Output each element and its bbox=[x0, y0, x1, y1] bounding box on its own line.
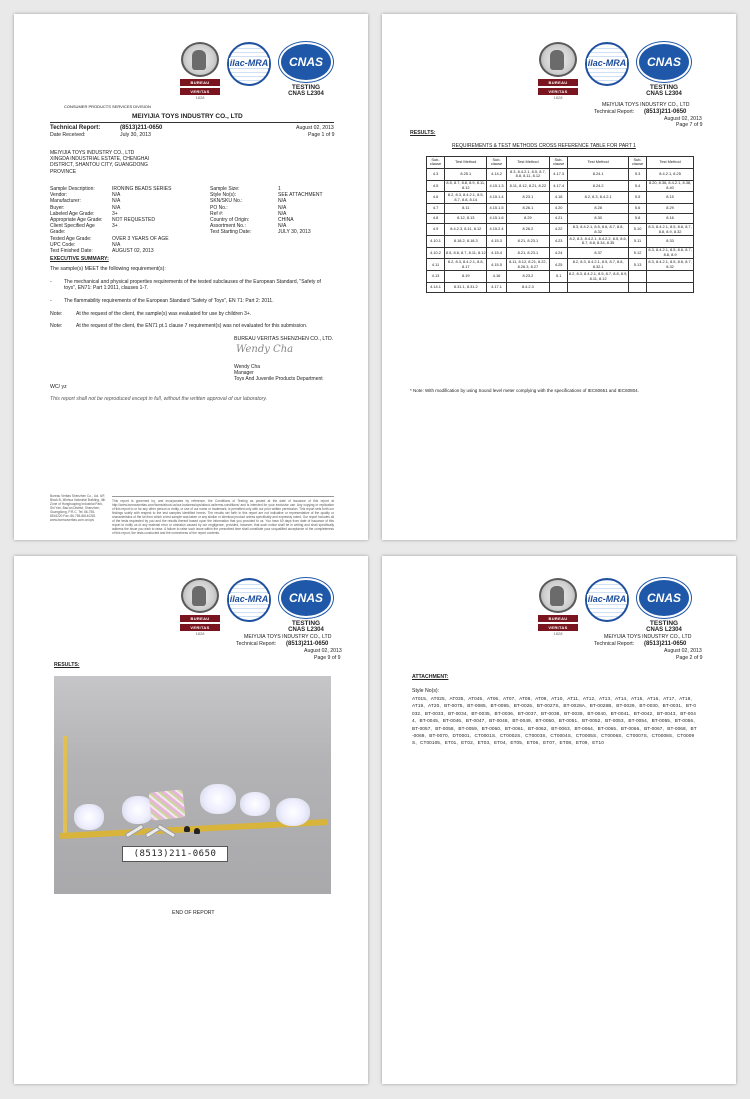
note-label: Note: bbox=[50, 311, 63, 317]
table-cell: 8.3, 8.4.2.1, 8.5, 8.6, 8.7, 8.32 bbox=[648, 259, 692, 269]
report-date: August 02, 2013 bbox=[296, 125, 334, 131]
tech-report-number: (8513)211-0650 bbox=[644, 641, 687, 647]
table-cell: 8.12, 8.13 bbox=[445, 214, 487, 224]
table-cell: 4.17.4 bbox=[550, 180, 568, 192]
table-row bbox=[427, 283, 694, 293]
bead-pile bbox=[200, 784, 236, 814]
table-cell: 4.15.1.3 bbox=[487, 180, 506, 192]
table-cell: 8.24.2 bbox=[568, 180, 629, 192]
table-cell: 4.14.1 bbox=[427, 283, 445, 293]
bead-pile bbox=[74, 804, 104, 830]
tech-report-label: Technical Report: bbox=[50, 125, 101, 131]
style-number-list: AT015、AT025、AT035、AT045、AT06、AT07、AT08、AT09、AT10、AT11、AT12、AT13、AT14、AT15、AT16、AT17、AT18、AT19、AT20、BT-0075、BT-0085、BT-0095、BT-0026、BT-0027S、BT-0028A、BT-0028B、BT-0029、BT-0030、BT-0031、BT-0032、BT-0033、BT-0034、BT-0035、BT-0036、BT-0037、BT-0038、BT-0039、BT-0040、BT-0041、BT-0042、BT-0043、BT-0044、BT-0045、BT-0046、BT-0047、BT-0048、BT-0049、BT-0050、BT-0051、BT-0052、BT-0053、BT-0054、BT-0055、BT-0056、BT-0057、BT-0058、BT-0059、BT-0060、BT-0061、BT-0062、BT-0063、BT-0064、BT-0065、BT-0066、BT-0067、BT-0068、BT-0069、BT-0070、DT0001、CT0001S、CT0002S、CT0003S、CT0004S、CT0005S、CT0006S、CT0007S、CT0008S、CT0009S、CT00105、ET01、ET02、ET03、ET04、ET05、ET06、ET07、ET08、ET09、ET10 bbox=[412, 696, 698, 746]
report-date: August 02, 2013 bbox=[304, 648, 342, 654]
table-cell: 8.5, 8.7, 8.8, 8.9, 8.11, 8.12 bbox=[446, 180, 486, 190]
cnas-logo: CNAS TESTING CNAS L2304 bbox=[278, 42, 334, 97]
table-cell: 5.11 bbox=[629, 235, 647, 247]
table-cell: 4.8 bbox=[427, 214, 445, 224]
table-cell: 8.26.2 bbox=[506, 224, 549, 236]
executive-summary-heading: EXECUTIVE SUMMARY: bbox=[50, 256, 109, 262]
end-of-report: END OF REPORT bbox=[172, 910, 215, 916]
company-name: MEIYIJIA TOYS INDUSTRY CO., LTD bbox=[244, 634, 332, 640]
style-label: Style No(s): bbox=[412, 688, 440, 694]
table-cell: 4.15.5 bbox=[487, 259, 506, 271]
table-row bbox=[427, 168, 694, 180]
note-2: At the request of the client, the EN71 pt.1 clause 7 requirement(s) was not evaluated for this submission. bbox=[76, 323, 308, 329]
ilac-mra-logo: ilac-MRA bbox=[228, 42, 270, 100]
table-cell: 4.15.1.4 bbox=[487, 192, 506, 204]
company-name: MEIYIJIA TOYS INDUSTRY CO., LTD bbox=[604, 634, 692, 640]
table-row bbox=[427, 180, 694, 192]
tech-report-label: Technical Report: bbox=[594, 641, 635, 647]
signer-company: BUREAU VERITAS SHENZHEN CO., LTD. bbox=[234, 336, 334, 342]
table-cell: 4.21 bbox=[550, 214, 568, 224]
table-cell: 4.24 bbox=[550, 247, 568, 259]
page-number: Page 2 of 9 bbox=[676, 655, 703, 661]
table-cell: 8.23.1 bbox=[506, 192, 549, 204]
table-cell: 5.6 bbox=[629, 204, 647, 214]
bureau-veritas-logo: BUREAU VERITAS 1828 bbox=[180, 42, 220, 100]
table-cell: 5.1 bbox=[550, 271, 568, 283]
date-received-value: July 30, 2013 bbox=[120, 132, 151, 138]
cnas-logo: CNAS TESTING CNAS L2304 bbox=[278, 578, 334, 633]
table-header-row: Sub-clause Test Method Sub-clause Test Method Sub-clause Test Method Sub-clause Test Method bbox=[427, 157, 694, 169]
table-cell: 8.3, 8.4.2.1, 8.5, 8.6, 8.7, 8.8, 8.9 bbox=[648, 247, 692, 258]
bullet-dash: - bbox=[50, 298, 52, 304]
table-cell: 8.4.2.3, 8.11, 8.12 bbox=[445, 224, 487, 236]
company-name: MEIYIJIA TOYS INDUSTRY CO., LTD bbox=[602, 102, 690, 108]
table-cell: 4.11 bbox=[427, 259, 445, 271]
page-number: Page 1 of 9 bbox=[308, 132, 335, 138]
ilac-mra-logo: ilac-MRA bbox=[586, 578, 628, 636]
date-received-label: Date Received: bbox=[50, 132, 86, 138]
table-cell: 8.11, 8.12, 8.21, 8.22 bbox=[506, 180, 549, 192]
sample-label-tag: (8513)211-0650 bbox=[122, 846, 228, 862]
table-cell: 4.15.1.5 bbox=[487, 204, 506, 214]
table-cell: 5.5 bbox=[629, 192, 647, 204]
table-cell: 4.10.1 bbox=[427, 235, 445, 247]
table-cell: 8.31.1, 8.31.2 bbox=[445, 283, 487, 293]
bureau-veritas-logo: BUREAU VERITAS 1828 bbox=[180, 578, 220, 636]
table-cell bbox=[550, 283, 568, 293]
table-cell: 4.13 bbox=[427, 271, 445, 283]
sample-info-left: Sample Description: IRONING BEADS SERIES Vendor: N/A Manufacturer: N/A Buyer: N/A Labeled Age Grade: 3+ Appropriate Age Grade: NOT REQUESTED Client Specified Age 3+ Grade: Tested Age Grade: OVER 3 YEARS OF AGE UPC Code: N/A Test Finished Date: AUGUST 02, 2013 bbox=[50, 186, 172, 255]
results-heading: RESULTS: bbox=[410, 130, 436, 136]
table-cell: 4.25 bbox=[550, 259, 568, 271]
ilac-mra-logo: ilac-MRA bbox=[228, 578, 270, 636]
company-heading: MEIYIJIA TOYS INDUSTRY CO., LTD bbox=[132, 113, 243, 120]
table-cell: 4.15.3 bbox=[487, 235, 506, 247]
table-cell: 5.8 bbox=[629, 214, 647, 224]
results-heading: RESULTS: bbox=[54, 662, 80, 668]
table-cell: 5.3 bbox=[629, 168, 647, 180]
logo-row bbox=[538, 42, 692, 100]
table-row bbox=[427, 214, 694, 224]
logo-row bbox=[180, 578, 334, 636]
table-row bbox=[427, 204, 694, 214]
bead-pile bbox=[240, 792, 270, 816]
table-cell: 8.3, 8.4.2.1, 8.5, 8.6, 8.7, 8.8, 8.9, 8.32 bbox=[648, 223, 692, 234]
table-row bbox=[427, 271, 694, 283]
requirement-1: The mechanical and physical properties requirements of the tested subclauses of the European Standard, "Safety of toys", EN71: Part 1:2011, clauses 1-7. bbox=[64, 279, 321, 292]
table-row bbox=[427, 247, 694, 259]
table-cell: 5.13 bbox=[629, 259, 647, 271]
table-cell: 4.15.1.6 bbox=[487, 214, 506, 224]
table-row bbox=[427, 259, 694, 271]
ilac-mra-logo: ilac-MRA bbox=[586, 42, 628, 100]
table-cell: 4.18 bbox=[550, 192, 568, 204]
table-cell: 8.3, 8.4.2.1, 8.5, 8.6, 8.7, 8.8, 8.32 bbox=[568, 224, 629, 236]
table-cell: 8.2, 8.3, 8.4.2.1, 8.5, 8.7, 8.8, 8.14 bbox=[445, 192, 487, 204]
table-cell: 8.2, 8.3, 8.4.2.1, 8.5, 8.7, 8.8, 8.9, 8.11, 8.12 bbox=[568, 271, 628, 281]
table-cell: 8.24.1 bbox=[568, 168, 629, 180]
small-part bbox=[194, 828, 200, 834]
small-part bbox=[184, 826, 190, 832]
table-cell: 8.18.2, 8.18.3 bbox=[445, 235, 487, 247]
table-cell: 8.15 bbox=[647, 192, 694, 204]
cnas-logo: CNAS TESTING CNAS L2304 bbox=[636, 578, 692, 633]
tech-report-number: (8513)211-0650 bbox=[644, 109, 687, 115]
table-cell: 8.5, 8.6, 8.7, 8.11, 8.12 bbox=[445, 247, 487, 259]
table-cell: 4.16 bbox=[487, 271, 506, 283]
table-cell: 8.29 bbox=[506, 214, 549, 224]
table-cell: 4.20 bbox=[550, 204, 568, 214]
page-number: Page 9 of 9 bbox=[314, 655, 341, 661]
table-row bbox=[427, 192, 694, 204]
table-cell bbox=[629, 271, 647, 283]
table-cell: 8.28 bbox=[568, 204, 629, 214]
table-cell bbox=[568, 283, 629, 293]
initials: WC/ yz bbox=[50, 384, 67, 390]
table-note: * Note: With modification by using Sound level meter complying with the specifications of IEC60651 and IEC60804. bbox=[410, 388, 639, 393]
table-cell: 4.7 bbox=[427, 204, 445, 214]
report-page-2 bbox=[382, 556, 736, 1084]
table-cell: 8.2, 8.3, 8.4.2.1 bbox=[568, 192, 629, 204]
table-cell: 8.2, 8.3, 8.4.2.1, 8.8, 8.17 bbox=[445, 259, 487, 271]
table-cell: 8.33 bbox=[647, 235, 694, 247]
table-cell bbox=[647, 283, 694, 293]
table-cell: 8.20, 8.36, 8.4.2.1, 8.38, 8.40 bbox=[647, 180, 694, 192]
table-cell: 8.11, 8.12, 8.21, 8.22, 8.26.3, 8.27 bbox=[506, 259, 549, 271]
note-1: At the request of the client, the sample(s) was evaluated for use by children 3+. bbox=[76, 311, 252, 317]
table-cell: 4.3 bbox=[427, 168, 445, 180]
table-cell: 8.19 bbox=[445, 271, 487, 283]
table-cell: 4.17.1 bbox=[487, 283, 506, 293]
bead-pattern-sample bbox=[149, 789, 186, 820]
cross-reference-table bbox=[426, 156, 694, 293]
table-cell: 8.29 bbox=[647, 204, 694, 214]
table-cell: 8.4.2.1, 8.25 bbox=[647, 168, 694, 180]
signer-block: Wendy Cha Manager Toys And Juvenile Products Department bbox=[234, 364, 323, 383]
attachment-heading: ATTACHMENT: bbox=[412, 674, 449, 680]
division-label: CONSUMER PRODUCTS SERVICES DIVISION bbox=[64, 104, 151, 109]
bureau-veritas-logo: BUREAU VERITAS 1828 bbox=[538, 42, 578, 100]
logo-row bbox=[538, 578, 692, 636]
table-cell: 8.3, 8.4.2.1, 8.5, 8.7, 8.8, 8.11, 8.12 bbox=[506, 168, 549, 180]
bureau-veritas-logo: BUREAU VERITAS 1828 bbox=[538, 578, 578, 636]
table-title: REQUIREMENTS & TEST METHODS CROSS REFERENCE TABLE FOR PART 1 bbox=[452, 143, 636, 149]
logo-row bbox=[180, 42, 334, 100]
table-cell: 8.16 bbox=[647, 214, 694, 224]
table-cell: 8.2, 8.3, 8.4.2.1, 8.4.2.2, 8.5, 8.6, 8.7, 8.8, 8.34, 8.35 bbox=[569, 235, 627, 246]
table-cell: 8.2, 8.3, 8.4.2.1, 8.5, 8.7, 8.8, 8.32.1 bbox=[568, 259, 629, 271]
table-cell: 8.30 bbox=[568, 214, 629, 224]
table-cell: 8.4.2.3 bbox=[506, 283, 549, 293]
client-address: MEIYIJIA TOYS INDUSTRY CO., LTD XINGDA INDUSTRIAL ESTATE, CHENGHAI DISTRICT, SHANTOU CITY, GUANGDONG PROVINCE bbox=[50, 150, 150, 175]
table-cell: 5.10 bbox=[629, 224, 647, 236]
table-cell: 4.17.3 bbox=[550, 168, 568, 180]
page-number: Page 7 of 9 bbox=[676, 122, 703, 128]
table-cell: 5.4 bbox=[629, 180, 647, 192]
table-cell: 4.5 bbox=[427, 180, 445, 192]
page-footer bbox=[50, 494, 334, 534]
sample-photo bbox=[54, 676, 331, 894]
table-cell: 8.21, 8.23.1 bbox=[506, 247, 549, 259]
report-page-1 bbox=[14, 14, 368, 540]
ruler-vertical bbox=[63, 736, 67, 836]
table-cell: 4.6 bbox=[427, 192, 445, 204]
table-cell: 4.15.4 bbox=[487, 247, 506, 259]
note-label: Note: bbox=[50, 323, 63, 329]
report-page-9 bbox=[14, 556, 368, 1084]
signature: Wendy Cha bbox=[236, 344, 294, 355]
report-date: August 02, 2013 bbox=[664, 116, 702, 122]
table-cell: 4.22 bbox=[550, 224, 568, 236]
table-cell: 8.37 bbox=[568, 247, 629, 259]
table-cell: 4.9 bbox=[427, 224, 445, 236]
report-date: August 02, 2013 bbox=[664, 648, 702, 654]
table-cell: 8.25.1 bbox=[445, 168, 487, 180]
meet-statement: The sample(s) MEET the following requirement(s): bbox=[50, 266, 166, 272]
table-cell bbox=[629, 283, 647, 293]
bullet-dash: - bbox=[50, 279, 52, 285]
table-row bbox=[427, 224, 694, 236]
table-cell bbox=[647, 271, 694, 283]
table-cell: 8.26.1 bbox=[506, 204, 549, 214]
report-page-7 bbox=[382, 14, 736, 540]
tech-report-label: Technical Report: bbox=[594, 109, 635, 115]
table-cell: 8.21, 8.23.1 bbox=[506, 235, 549, 247]
requirement-2: The flammability requirements of the European Standard "Safety of Toys", EN 71: Part 2: 2011. bbox=[64, 298, 274, 304]
table-cell: 4.23 bbox=[550, 235, 568, 247]
tech-report-label: Technical Report: bbox=[236, 641, 277, 647]
footer-address: Bureau Veritas Shenzhen Co., Ltd. 6/F, Block B, Minhua Industrial Building, 4th Zone of Honghuaping Industrial Park, Shi Yan, Bao'an District, Shenzhen, Guangdong, P.R.C. Tel: 86-755-8516220 Fax: 86-755-86140281 www.bureauveritas.com.cn/cps bbox=[50, 494, 106, 522]
table-cell: 8.11 bbox=[445, 204, 487, 214]
sample-info-right: Sample Size: 1 Style No(s): SEE ATTACHMENT SKN/SKU No.: N/A PO No.: N/A Ref #: N/A Country of Origin: CHINA Assortment No.: N/A Test Starting Date: JULY 30, 2013 bbox=[210, 186, 323, 236]
tech-report-number: (8513)211-0650 bbox=[286, 641, 329, 647]
table-cell: 8.23.2 bbox=[506, 271, 549, 283]
table-cell: 4.10.2 bbox=[427, 247, 445, 259]
tech-report-number: (8513)211-0650 bbox=[120, 125, 163, 131]
table-row bbox=[427, 235, 694, 247]
divider bbox=[50, 122, 334, 123]
table-cell: 4.14.2 bbox=[487, 168, 506, 180]
table-cell: 4.15.2.4 bbox=[487, 224, 506, 236]
table-cell: 5.12 bbox=[629, 247, 647, 259]
bead-pile bbox=[276, 798, 310, 826]
footer-terms: This report is governed by, and incorporates by reference, the Conditions of Testing as posted at the date of issuance of this report at http://www.bureauveritas.com/home/about-us/our-business/cps/about-us/terms-conditions/ and is intended for your exclusive use. Any copying or replication of this report to or for any other person or entity, or use of our name or trademark, is permitted only with our prior written permission. This report sets forth our findings solely with respect to the test samples identified herein. The results set forth in this report are not indicative or representative of the quality or characteristics of the lot from which a test sample was taken or any similar or identical product unless specifically and expressly noted. Our report includes all of the tests requested by you and the results thereof based upon the information that you provided to us. You have 60 days from date of issuance of this report to notify us of any material error or omission caused by our negligence, provided, however, that such notice shall be in writing and shall specifically address the issue you wish to raise. A failure to raise such issue within the prescribed time shall constitute your unqualified acceptance of the completeness of this report, the tests conducted and the correctness of the report contents. bbox=[112, 499, 334, 535]
disclaimer: This report shall not be reproduced except in full, without the written approval of our laboratory. bbox=[50, 396, 268, 402]
cnas-logo: CNAS TESTING CNAS L2304 bbox=[636, 42, 692, 97]
